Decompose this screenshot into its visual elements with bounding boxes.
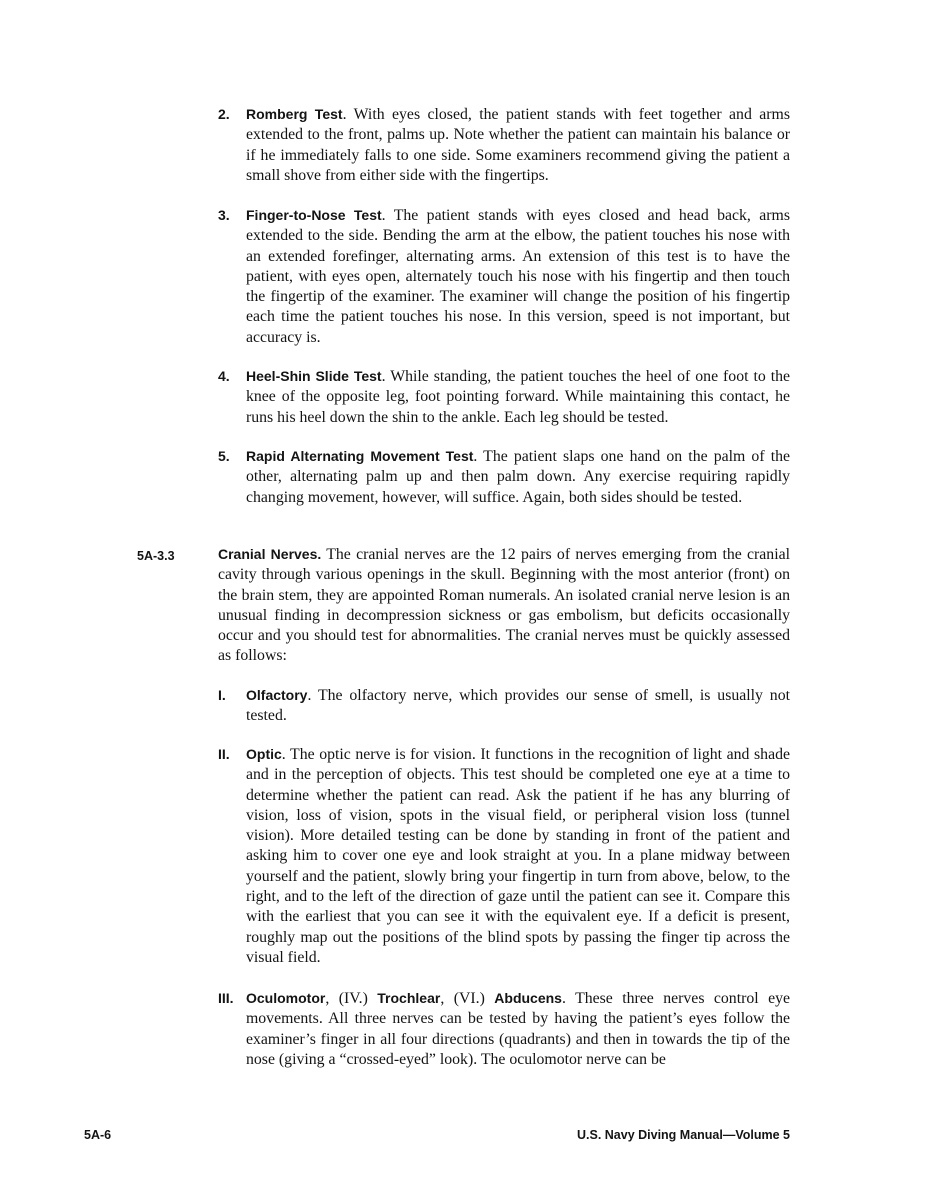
item-heading: Finger-to-Nose Test [246, 207, 382, 223]
item-heading: Romberg Test [246, 106, 343, 122]
item-paragraph [246, 205, 790, 348]
item-number: 3. [218, 207, 230, 223]
list-item-heel-shin-slide-test [218, 366, 790, 428]
item-heading-oculomotor: Oculomotor [246, 990, 326, 1006]
item-number: II. [218, 746, 230, 762]
item-heading: Heel-Shin Slide Test [246, 368, 382, 384]
list-item-olfactory [218, 685, 790, 727]
item-paragraph [246, 988, 790, 1070]
item-heading-trochlear: Trochlear [377, 990, 441, 1006]
item-number: 2. [218, 106, 230, 122]
item-text: . With eyes closed, the patient stands with feet together and arms extended to the front, palms up. Note whether the patient can maintain his balance or if he immediately falls to one side. Some examiners recommend giving the patient a small shove from either side with the fingertips. [246, 106, 790, 184]
item-number: III. [218, 990, 234, 1006]
footer-title: U.S. Navy Diving Manual—Volume 5 [576, 1128, 790, 1142]
section-text: The cranial nerves are the 12 pairs of nerves emerging from the cranial cavity through various openings in the skull. Beginning with the most anterior (front) on the brain stem, they are appointed Roman numerals. An isolated cranial nerve lesion is an unusual finding in decompression sickness or gas embolism, but deficits occasionally occur and you should test for abnormalities. The cranial nerves must be quickly assessed as follows: [218, 546, 790, 665]
list-item-rapid-alternating-movement-test [218, 446, 790, 508]
section-cranial-nerves [218, 544, 790, 667]
item-heading: Rapid Alternating Movement Test [246, 448, 474, 464]
item-paragraph [246, 744, 790, 968]
item-heading-separator: , (IV.) [325, 990, 378, 1007]
item-paragraph [246, 366, 790, 428]
item-paragraph [246, 685, 790, 727]
list-item-finger-to-nose-test [218, 205, 790, 348]
item-text: . These three nerves control eye movements. All three nerves can be tested by having the patient’s eyes follow the examiner’s finger in all four directions (quadrants) and then in towards the tip of the nose (giving a “crossed-eyed” look). The oculomotor nerve can be [246, 990, 791, 1068]
item-text: . The optic nerve is for vision. It functions in the recognition of light and shade and in the perception of objects. This test should be completed one eye at a time to determine whether the patient can read. Ask the patient if he has any blurring of vision, loss of vision, spots in the visual field, or peripheral vision loss (tunnel vision). More detailed testing can be done by standing in front of the patient and asking him to cover one eye and look straight at you. In a plane midway between yourself and the patient, slowly bring your fingertip in turn from above, below, to the right, and to the left of the direction of gaze until the patient can see it. Compare this with the earliest that you can see it with the equivalent eye. If a deficit is present, roughly map out the positions of the blind spots by passing the finger tip across the visual field. [246, 746, 790, 966]
list-item-romberg-test [218, 104, 790, 186]
section-number: 5A-3.3 [137, 549, 175, 563]
item-number: I. [218, 687, 226, 703]
item-number: 4. [218, 368, 230, 384]
item-text: . While standing, the patient touches the heel of one foot to the knee of the opposite leg, foot pointing forward. While maintaining this contact, he runs his heel down the shin to the ankle. Each leg should be tested. [246, 368, 791, 426]
item-heading: Olfactory [246, 687, 308, 703]
item-paragraph [246, 446, 790, 508]
item-text: . The patient stands with eyes closed and head back, arms extended to the side. Bending the arm at the elbow, the patient touches his nose with an extended forefinger, alternating arms. An extension of this test is to have the patient, with eyes open, alternately touch his nose with his fingertip and then touch the fingertip of the examiner. The examiner will change the position of his fingertip each time the patient touches his nose. In this version, speed is not important, but accuracy is. [246, 207, 790, 346]
item-paragraph [246, 104, 790, 186]
item-heading-abducens: Abducens [494, 990, 562, 1006]
item-number: 5. [218, 448, 230, 464]
section-heading: Cranial Nerves. [218, 546, 322, 562]
item-heading-separator: , (VI.) [440, 990, 495, 1007]
footer-page-number: 5A-6 [84, 1128, 112, 1142]
item-text: . The patient slaps one hand on the palm of the other, alternating palm up and then palm down. Any exercise requiring rapidly changing movement, however, will suffice. Again, both sides should be tested. [246, 448, 790, 506]
item-text: . The olfactory nerve, which provides our sense of smell, is usually not tested. [246, 687, 790, 725]
item-heading: Optic [246, 746, 282, 762]
list-item-oculomotor [218, 988, 790, 1070]
list-item-optic [218, 744, 790, 968]
